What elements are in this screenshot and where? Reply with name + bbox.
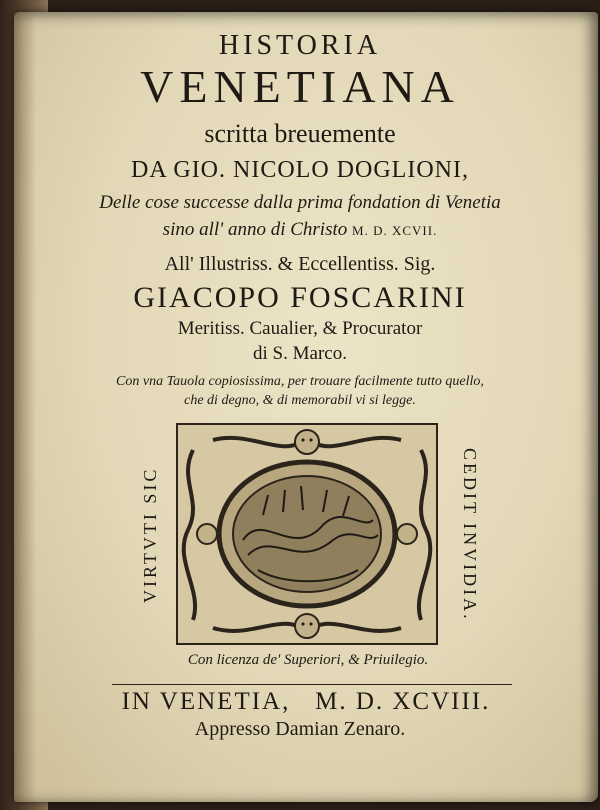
dedicatee-name: GIACOPO FOSCARINI <box>133 281 467 314</box>
imprint-rule <box>112 684 512 685</box>
index-note-line-1: Con vna Tauola copiosissima, per trouare facilmente tutto quello, <box>116 374 484 389</box>
title-historia: HISTORIA <box>218 30 382 61</box>
description-line-2 <box>0 219 600 241</box>
year-1597: M. D. XCVII. <box>352 223 438 238</box>
description-line-1: Delle cose successe dalla prima fondation di Venetia <box>99 192 501 213</box>
dedicatee-title: Meritiss. Caualier, & Procurator <box>177 318 423 339</box>
motto-right: CEDIT INVIDIA. <box>460 448 480 622</box>
title-venetiana: VENETIANA <box>140 61 460 112</box>
author-line: DA GIO. NICOLO DOGLIONI, <box>131 157 469 183</box>
dedication-line: All' Illustriss. & Eccellentiss. Sig. <box>164 253 436 275</box>
printer-line: Appresso Damian Zenaro. <box>194 718 406 740</box>
dedicatee-place: di S. Marco. <box>253 343 347 364</box>
motto-left: VIRTVTI SIC <box>140 466 160 604</box>
subtitle-scritta: scritta breuemente <box>204 119 396 148</box>
license-line: Con licenza de' Superiori, & Priuilegio. <box>187 652 429 668</box>
index-note-line-2: che di degno, & di memorabil vi si legge. <box>184 393 416 408</box>
description-line-2-text: sino all' anno di Christo <box>162 219 348 240</box>
imprint-place-year: IN VENETIA, M. D. XCVIII. <box>121 688 491 715</box>
printer-emblem-woodcut <box>173 420 441 648</box>
